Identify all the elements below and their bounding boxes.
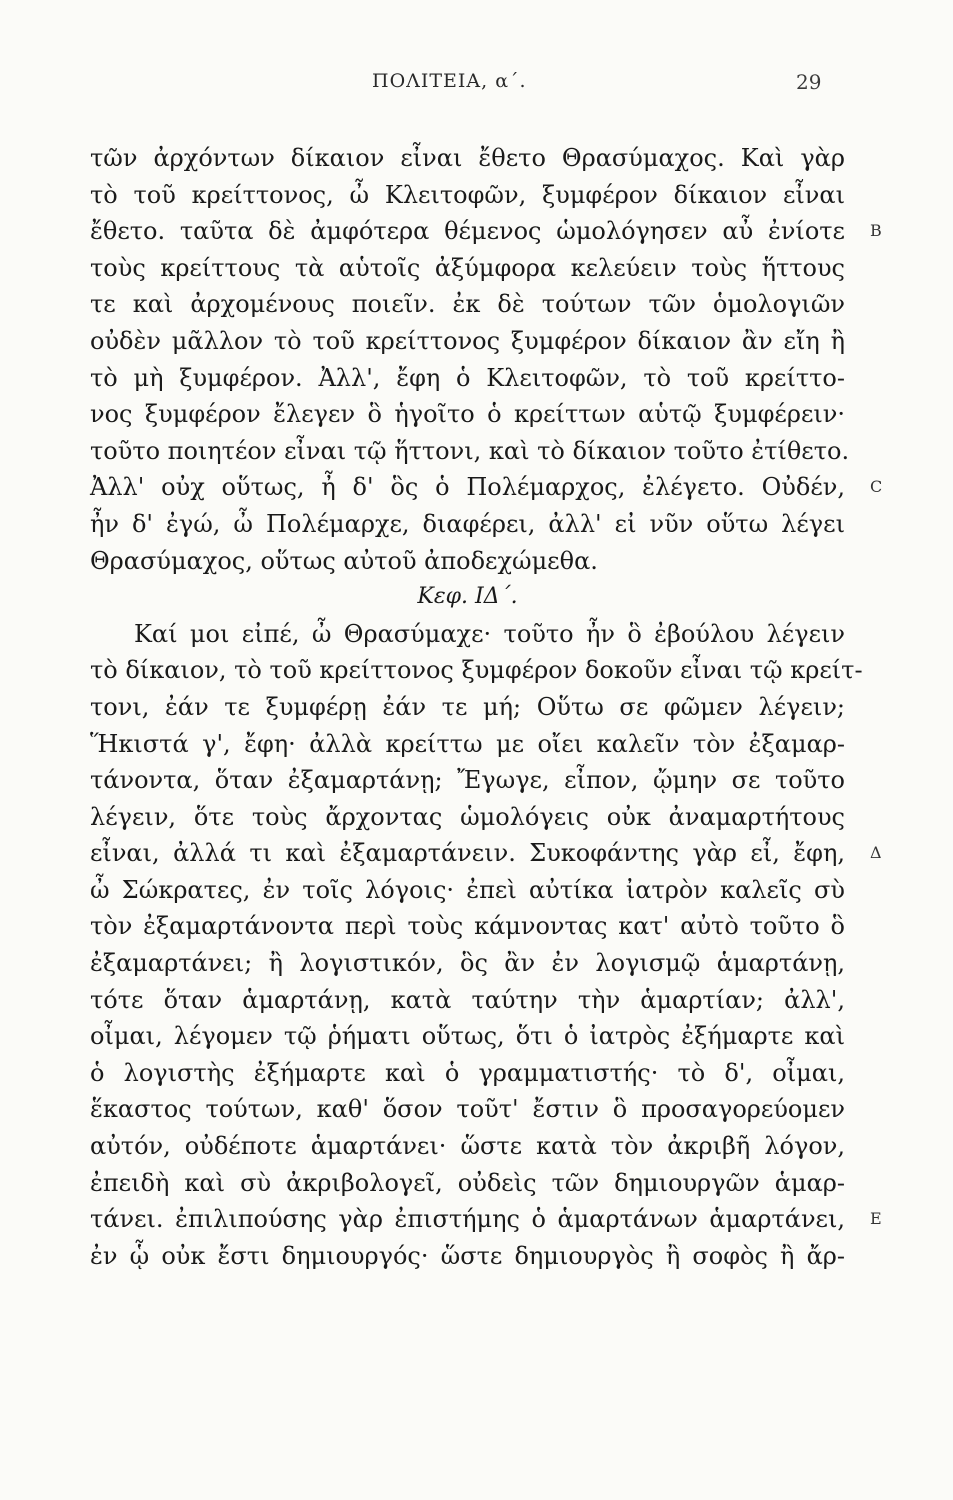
text-line: [90, 177, 845, 214]
margin-section-letter: E: [870, 1209, 882, 1229]
text-line: [90, 835, 882, 872]
text-line: [90, 250, 845, 287]
line-text: εἶναι, ἀλλά τι καὶ ἐξαμαρτάνειν. Συκοφάντης γὰρ εἶ, ἔφη,: [90, 839, 845, 868]
line-text: ὦ Σώκρατες, ἐν τοῖς λόγοις· ἐπεὶ αὐτίκα ἰατρὸν καλεῖς σὺ: [90, 875, 845, 904]
line-text: Ἀλλ' οὐχ οὕτως, ἦ δ' ὃς ὁ Πολέμαρχος, ἐλέγετο. Οὐδέν,: [90, 473, 845, 502]
text-line: [90, 323, 845, 360]
text-line: [90, 1128, 845, 1165]
line-text: Θρασύμαχος, οὕτως αὐτοῦ ἀποδεχώμεθα.: [90, 546, 598, 575]
running-title: ΠΟΛΙΤΕΙΑ, α΄.: [372, 70, 527, 92]
line-text: τὸν ἐξαμαρτάνοντα περὶ τοὺς κάμνοντας κατ' αὐτὸ τοῦτο ὃ: [90, 912, 845, 941]
text-line: [90, 908, 845, 945]
margin-section-letter: C: [870, 477, 883, 497]
line-text: τὸ μὴ ξυμφέρον. Ἀλλ', ἔφη ὁ Κλειτοφῶν, τὸ τοῦ κρείττο-: [90, 363, 845, 392]
text-line: [90, 726, 845, 763]
text-line: [90, 1018, 845, 1055]
line-text: ἐπειδὴ καὶ σὺ ἀκριβολογεῖ, οὐδεὶς τῶν δημιουργῶν ἁμαρ-: [90, 1168, 845, 1197]
text-line: [90, 762, 845, 799]
line-text: ἦν δ' ἐγώ, ὦ Πολέμαρχε, διαφέρει, ἀλλ' εἰ νῦν οὕτω λέγει: [90, 509, 845, 538]
running-head: [0, 70, 953, 106]
line-text: τὸ δίκαιον, τὸ τοῦ κρείττονος ξυμφέρον δοκοῦν εἶναι τῷ κρείτ-: [90, 656, 863, 685]
text-line: [90, 982, 845, 1019]
text-line: [90, 543, 845, 580]
text-line: [90, 799, 845, 836]
line-text: τοὺς κρείττους τὰ αὑτοῖς ἀξύμφορα κελεύειν τοὺς ἥττους: [90, 253, 845, 282]
line-text: ἔθετο. ταῦτα δὲ ἀμφότερα θέμενος ὡμολόγησεν αὖ ἐνίοτε: [90, 217, 845, 246]
text-line: [90, 945, 845, 982]
line-text: τε καὶ ἀρχομένους ποιεῖν. ἐκ δὲ τούτων τῶν ὁμολογιῶν: [90, 290, 845, 319]
text-line: [90, 1238, 845, 1275]
text-line: [90, 689, 845, 726]
line-text: οὐδὲν μᾶλλον τὸ τοῦ κρείττονος ξυμφέρον δίκαιον ἂν εἴη ἢ: [90, 326, 845, 355]
text-line: [90, 396, 845, 433]
text-line: [90, 616, 845, 653]
line-text: τάνοντα, ὅταν ἐξαμαρτάνῃ; Ἔγωγε, εἶπον, ᾤμην σε τοῦτο: [90, 766, 845, 795]
line-text: τοῦτο ποιητέον εἶναι τῷ ἥττονι, καὶ τὸ δίκαιον τοῦτο ἐτίθετο.: [90, 436, 850, 465]
text-line: [90, 1201, 882, 1238]
line-text: ἐν ᾧ οὐκ ἔστι δημιουργός· ὥστε δημιουργὸς ἢ σοφὸς ἢ ἄρ-: [90, 1241, 845, 1270]
text-line: [90, 1091, 845, 1128]
chapter-heading-text: Κεφ. ΙΔ΄.: [417, 584, 518, 610]
line-text: τότε ὅταν ἁμαρτάνῃ, κατὰ ταύτην τὴν ἁμαρτίαν; ἀλλ',: [90, 985, 845, 1014]
text-line: [90, 433, 850, 470]
text-line: [90, 469, 883, 506]
text-line: [90, 1055, 845, 1092]
text-line: [90, 1165, 845, 1202]
text-line: [90, 140, 845, 177]
text-line: [90, 506, 845, 543]
margin-section-letter: B: [870, 221, 882, 241]
margin-section-letter: Δ: [870, 843, 882, 863]
text-line: [90, 652, 863, 689]
line-text: τάνει. ἐπιλιπούσης γὰρ ἐπιστήμης ὁ ἁμαρτάνων ἁμαρτάνει,: [90, 1205, 845, 1234]
line-text: ἐξαμαρτάνει; ἢ λογιστικόν, ὃς ἂν ἐν λογισμῷ ἁμαρτάνῃ,: [90, 949, 845, 978]
line-text: Καί μοι εἰπέ, ὦ Θρασύμαχε· τοῦτο ἦν ὃ ἐβούλου λέγειν: [134, 619, 845, 648]
text-body: [90, 140, 883, 1274]
line-text: τὸ τοῦ κρείττονος, ὦ Κλειτοφῶν, ξυμφέρον δίκαιον εἶναι: [90, 180, 845, 209]
line-text: οἶμαι, λέγομεν τῷ ῥήματι οὕτως, ὅτι ὁ ἰατρὸς ἐξήμαρτε καὶ: [90, 1022, 845, 1051]
line-text: τονι, ἐάν τε ξυμφέρῃ ἐάν τε μή; Οὕτω σε φῶμεν λέγειν;: [90, 692, 845, 721]
line-text: νος ξυμφέρον ἔλεγεν ὃ ἡγοῖτο ὁ κρείττων αὑτῷ ξυμφέρειν·: [90, 400, 845, 429]
chapter-heading: [90, 579, 845, 616]
line-text: λέγειν, ὅτε τοὺς ἄρχοντας ὡμολόγεις οὐκ ἀναμαρτήτους: [90, 802, 845, 831]
page-number: 29: [796, 70, 822, 94]
text-line: [90, 872, 845, 909]
text-line: [90, 360, 845, 397]
line-text: τῶν ἀρχόντων δίκαιον εἶναι ἔθετο Θρασύμαχος. Καὶ γὰρ: [90, 144, 845, 172]
line-text: ὁ λογιστὴς ἐξήμαρτε καὶ ὁ γραμματιστής· τὸ δ', οἶμαι,: [90, 1058, 845, 1087]
line-text: Ἥκιστά γ', ἔφη· ἀλλὰ κρείττω με οἴει καλεῖν τὸν ἐξαμαρ-: [90, 729, 845, 758]
line-text: ἕκαστος τούτων, καθ' ὅσον τοῦτ' ἔστιν ὃ προσαγορεύομεν: [90, 1095, 845, 1124]
text-line: [90, 286, 845, 323]
line-text: αὐτόν, οὐδέποτε ἁμαρτάνει· ὥστε κατὰ τὸν ἀκριβῆ λόγον,: [90, 1132, 845, 1161]
text-line: [90, 213, 882, 250]
